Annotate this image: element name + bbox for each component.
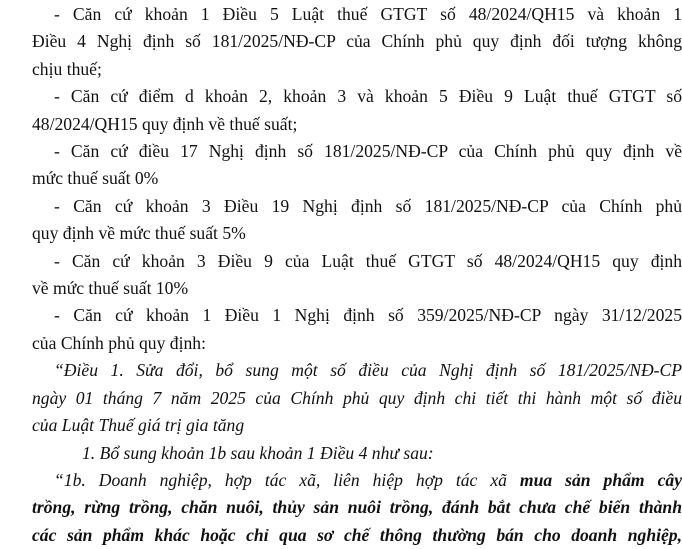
text-line: - Căn cứ khoản 3 Điều 19 Nghị định số 181/2025/NĐ-CP của Chính phủ: [54, 195, 682, 216]
item-1b-bold-text: mua sản phẩm cây: [519, 469, 682, 490]
text-line: - Căn cứ khoản 3 Điều 9 của Luật thuế GTGT số 48/2024/QH15 quy định: [54, 250, 682, 271]
text-line: - Căn cứ khoản 1 Điều 1 Nghị định số 359/2025/NĐ-CP ngày 31/12/2025: [54, 305, 682, 326]
text-line: - Căn cứ điều 17 Nghị định số 181/2025/NĐ-CP của Chính phủ quy định về: [54, 141, 682, 162]
paragraph-basis-tax-rate: [0, 83, 682, 138]
text-line: của Luật Thuế giá trị gia tăng: [32, 415, 245, 436]
paragraph-basis-rate-10: [0, 248, 682, 303]
text-line: 1. Bổ sung khoản 1b sau khoản 1 Điều 4 như sau:: [82, 442, 434, 463]
text-line: - Căn cứ điểm d khoản 2, khoản 3 và khoản 5 Điều 9 Luật thuế GTGT số: [54, 86, 682, 107]
quoted-item-1b: [0, 467, 682, 549]
paragraph-basis-rate-5: [0, 193, 682, 248]
text-line: - Căn cứ khoản 1 Điều 5 Luật thuế GTGT số 48/2024/QH15 và khoản 1: [54, 4, 682, 24]
text-line: của Chính phủ quy định:: [32, 332, 206, 353]
text-line: Điều 4 Nghị định số 181/2025/NĐ-CP của Chính phủ quy định đối tượng không: [32, 31, 682, 52]
text-line: [0, 467, 682, 494]
paragraph-basis-exempt: [0, 1, 682, 83]
text-line: quy định về mức thuế suất 5%: [32, 223, 246, 244]
text-line: chịu thuế;: [32, 58, 102, 79]
text-line: mức thuế suất 0%: [32, 168, 159, 189]
text-line: ngày 01 tháng 7 năm 2025 của Chính phủ quy định chi tiết thi hành một số điều: [32, 387, 682, 408]
text-line: 48/2024/QH15 quy định về thuế suất;: [32, 113, 298, 134]
item-1b-intro: “1b. Doanh nghiệp, hợp tác xã, liên hiệp hợp tác xã: [54, 469, 520, 490]
paragraph-basis-decree-359: [0, 302, 682, 357]
text-line: “Điều 1. Sửa đổi, bổ sung một số điều của Nghị định số 181/2025/NĐ-CP: [54, 360, 682, 381]
text-line: về mức thuế suất 10%: [32, 278, 189, 299]
quoted-article-1: [0, 357, 682, 439]
quoted-clause-1: [0, 440, 682, 467]
paragraph-basis-rate-0: [0, 138, 682, 193]
text-line: trồng, rừng trồng, chăn nuôi, thủy sản nuôi trồng, đánh bắt chưa chế biến thành: [32, 497, 682, 518]
text-line: các sản phẩm khác hoặc chỉ qua sơ chế thông thường bán cho doanh nghiệp,: [32, 524, 682, 545]
